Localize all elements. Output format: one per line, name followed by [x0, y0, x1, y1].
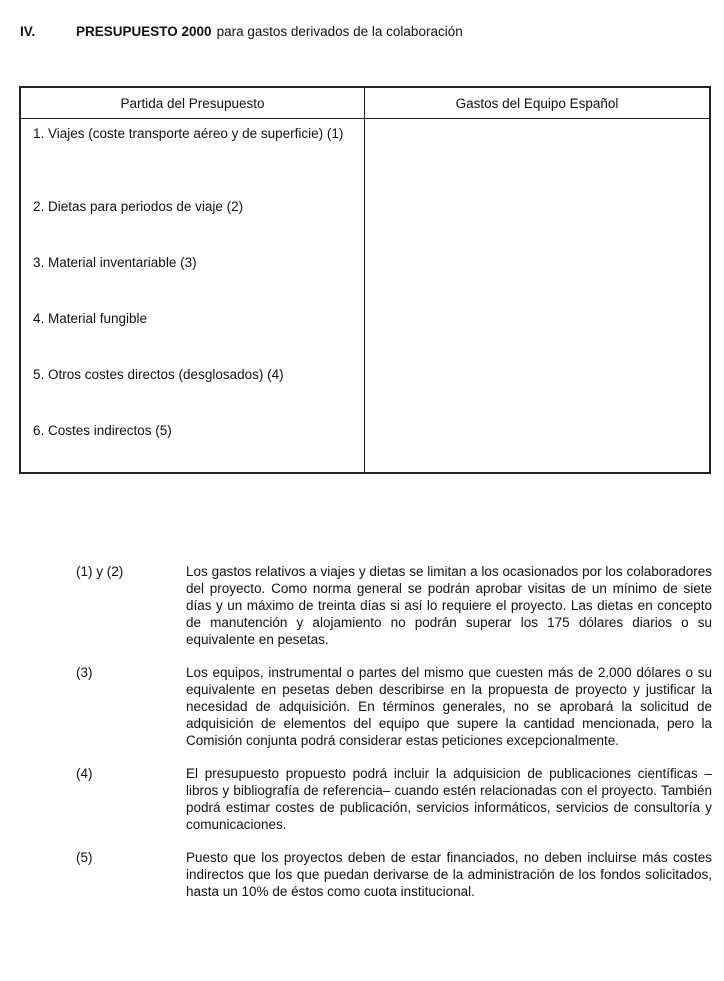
footnote-ref: (1) y (2)	[76, 564, 124, 579]
section-number: IV.	[20, 24, 36, 39]
footnote-text: Puesto que los proyectos deben de estar financiados, no deben incluirse más costes indirectos que los que puedan derivarse de la administración de los fondos solicitados, hasta un 10% de éstos como cuota institucional.	[186, 850, 712, 899]
footnote-text: Los equipos, instrumental o partes del mismo que cuesten más de 2.000 dólares o su equivalente en pesetas deben describirse en la propuesta de proyecto y justificar la necesidad de adquisición. En términos generales, no se aprobará la solicitud de adquisición de elementos del equipo que supere la cantidad mencionada, pero la Comisión conjunta podrá considerar estas peticiones excepcionalmente.	[186, 665, 712, 748]
budget-item-inventory-material: 3. Material inventariable (3)	[33, 255, 197, 270]
footnote-ref: (5)	[76, 850, 93, 865]
footnote-ref: (3)	[76, 665, 93, 680]
budget-item-other-direct-costs: 5. Otros costes directos (desglosados) (4)	[33, 367, 284, 382]
table-body-row	[20, 119, 710, 474]
budget-items-cell	[20, 119, 365, 474]
footnote	[76, 765, 712, 833]
footnote-ref: (4)	[76, 766, 93, 781]
footnote	[76, 849, 712, 900]
budget-item-travel: 1. Viajes (coste transporte aéreo y de superficie) (1)	[33, 126, 344, 141]
budget-item-indirect-costs: 6. Costes indirectos (5)	[33, 423, 172, 438]
column-header-spanish-team-expenses: Gastos del Equipo Español	[365, 87, 711, 119]
section-title: PRESUPUESTO 2000	[76, 24, 212, 39]
footnote	[76, 664, 712, 749]
section-subtitle: para gastos derivados de la colaboración	[216, 24, 463, 39]
table-header-row	[20, 87, 710, 119]
section-heading	[20, 24, 463, 39]
footnote-text: Los gastos relativos a viajes y dietas se limitan a los ocasionados por los colaboradores del proyecto. Como norma general se podrán aprobar visitas de un mínimo de siete días y un máximo de treinta días si así lo requiere el proyecto. Las dietas en concepto de manutención y alojamiento no podrán superar los 175 dólares diarios o su equivalente en pesetas.	[186, 564, 712, 647]
footnote-text: El presupuesto propuesto podrá incluir la adquisicion de publicaciones científicas –libros y bibliografía de referencia– cuando estén relacionadas con el proyecto. También podrá estimar costes de publicación, servicios informáticos, servicios de consultoría y comunicaciones.	[186, 766, 712, 832]
budget-item-consumables: 4. Material fungible	[33, 311, 148, 326]
budget-table	[19, 86, 711, 474]
spanish-team-expenses-cell	[365, 119, 711, 474]
footnotes	[76, 563, 712, 916]
budget-item-allowances: 2. Dietas para periodos de viaje (2)	[33, 199, 244, 214]
footnote	[76, 563, 712, 648]
column-header-budget-item: Partida del Presupuesto	[20, 87, 365, 119]
